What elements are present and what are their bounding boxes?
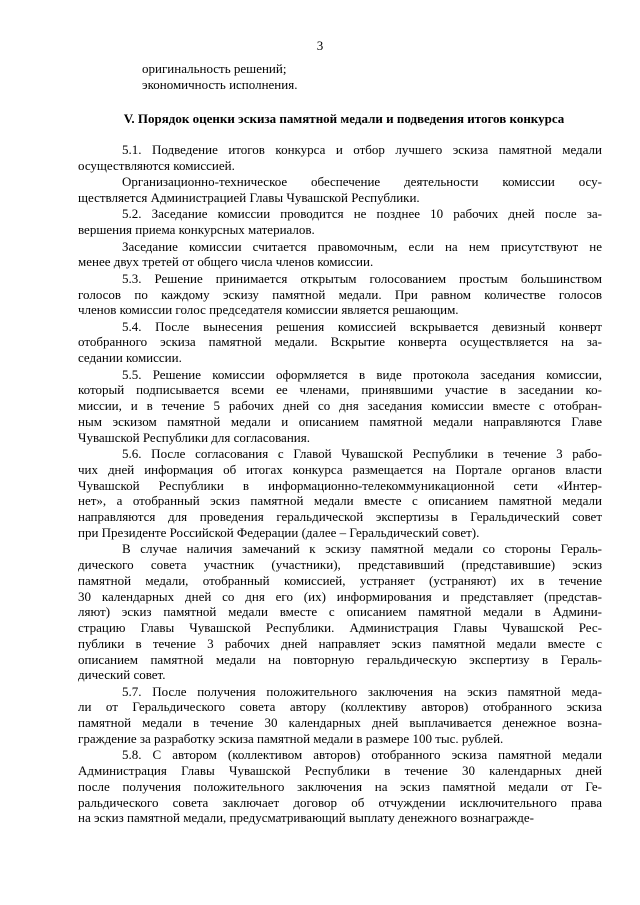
paragraph (78, 174, 602, 206)
paragraph-line: ральдического совета заключает договор об отчуждении исключительного права (78, 794, 602, 810)
paragraph-line: 5.1. Подведение итогов конкурса и отбор лучшего эскиза памятной медали (122, 142, 602, 157)
paragraph-line: осуществляются комиссией. (78, 157, 235, 173)
paragraph-line: памятной медали в течение 30 календарных дней выплачивается денежное возна- (78, 715, 602, 731)
paragraph (78, 319, 602, 366)
paragraph-line: 5.8. С автором (коллективом авторов) отобранного эскиза памятной медали (122, 747, 602, 763)
paragraph-line: ным эскизом памятной медали и описанием памятной медали направляются Главе (78, 413, 602, 429)
paragraph-line: Администрация Главы Чувашской Республики в течение 30 календарных дней (78, 763, 602, 779)
paragraph-line: ществляется Администрацией Главы Чувашской Республики. (78, 189, 420, 205)
paragraph-line: Заседание комиссии считается правомочным, если на нем присутствуют не (122, 238, 602, 254)
paragraph-line: 5.2. Заседание комиссии проводится не позднее 10 рабочих дней после за- (122, 206, 602, 222)
paragraph-line: вершения приема конкурсных материалов. (78, 222, 315, 238)
paragraph-line: Чувашской Республики в информационно-телекоммуникационной сети «Интер- (78, 477, 602, 493)
paragraph-line: миссии, и в течение 5 рабочих дней со дня заседания комиссии вместе с отобран- (78, 398, 602, 414)
paragraph-line: 5.5. Решение комиссии оформляется в виде протокола заседания комиссии, (122, 366, 602, 382)
list-item: экономичность исполнения. (142, 76, 298, 92)
paragraph (78, 239, 602, 271)
paragraph-line: Организационно-техническое обеспечение деятельности комиссии осу- (122, 174, 602, 190)
paragraph (78, 271, 602, 318)
paragraph (78, 541, 602, 683)
paragraph-line: на эскиз памятной медали, предусматривающий выплату денежного вознагражде- (78, 810, 534, 826)
paragraph-line: памятной медали, отобранный комиссией, устраняет (устраняют) их в течение (78, 572, 602, 588)
paragraph-line: 5.7. После получения положительного заключения на эскиз памятной меда- (122, 683, 602, 699)
paragraph-line: членов комиссии голос председателя комиссии является решающим. (78, 302, 459, 318)
paragraph-line: описанием памятной медали на повторную геральдическую экспертизу в Гераль- (78, 651, 602, 667)
paragraph-line: менее двух третей от общего числа членов комиссии. (78, 254, 374, 270)
paragraph-line: нет», а отобранный эскиз памятной медали вместе с описанием памятной медали (78, 493, 602, 509)
paragraph-line: дический совет. (78, 667, 166, 683)
paragraph-line: 5.4. После вынесения решения комиссией вскрывается девизный конверт (122, 318, 602, 334)
paragraph-line: после получения положительного заключения на эскиз памятной медали от Ге- (78, 778, 602, 794)
paragraph-line: при Президенте Российской Федерации (далее – Геральдический совет). (78, 524, 480, 540)
paragraph-line: страцию Главы Чувашской Республики. Администрация Главы Чувашской Рес- (78, 620, 602, 635)
paragraph-line: направляются для проведения геральдической экспертизы в Геральдический совет (78, 509, 602, 525)
paragraph-line: седании комиссии. (78, 350, 182, 366)
page-number: 3 (316, 38, 324, 53)
paragraph-line: отобранного эскиза памятной медали. Вскрытие конверта осуществляется на за- (78, 334, 602, 350)
section-body (78, 142, 602, 827)
paragraph-line: который подписывается всеми ее членами, принявшими участие в заседании ко- (78, 382, 602, 398)
criteria-list (142, 61, 602, 93)
paragraph-line: граждение за разработку эскиза памятной медали в размере 100 тыс. рублей. (78, 730, 504, 746)
paragraph-line: чих дней информация об итогах конкурса размещается на Портале органов власти (78, 461, 602, 477)
paragraph-line: дического совета участник (участники), представивший (представившие) эскиз (78, 557, 602, 572)
paragraph-line: 5.3. Решение принимается открытым голосованием простым большинством (122, 270, 602, 286)
paragraph-line: Чувашской Республики для согласования. (78, 429, 310, 445)
paragraph (78, 367, 602, 446)
paragraph (78, 684, 602, 747)
paragraph-line: 30 календарных дней со дня его (их) информирования и представляет (представ- (78, 588, 602, 604)
paragraph (78, 747, 602, 826)
paragraph-line: ляют) эскиз памятной медали вместе с описанием памятной медали в Админи- (78, 604, 602, 620)
paragraph (78, 446, 602, 541)
paragraph (78, 206, 602, 238)
paragraph-line: ли от Геральдического совета автору (коллективу авторов) отобранного эскиза (78, 699, 602, 715)
list-item: оригинальность решений; (142, 61, 287, 76)
paragraph-line: В случае наличия замечаний к эскизу памятной медали со стороны Гераль- (122, 541, 602, 557)
paragraph (78, 142, 602, 174)
paragraph-line: публики в течение 3 рабочих дней направляет эскиз памятной медали вместе с (78, 635, 602, 651)
paragraph-line: голосов по каждому эскизу памятной медали. При равном количестве голосов (78, 286, 602, 302)
section-heading: V. Порядок оценки эскиза памятной медали и подведения итогов конкурса (123, 111, 565, 126)
paragraph-line: 5.6. После согласования с Главой Чувашской Республики в течение 3 рабо- (122, 446, 602, 462)
